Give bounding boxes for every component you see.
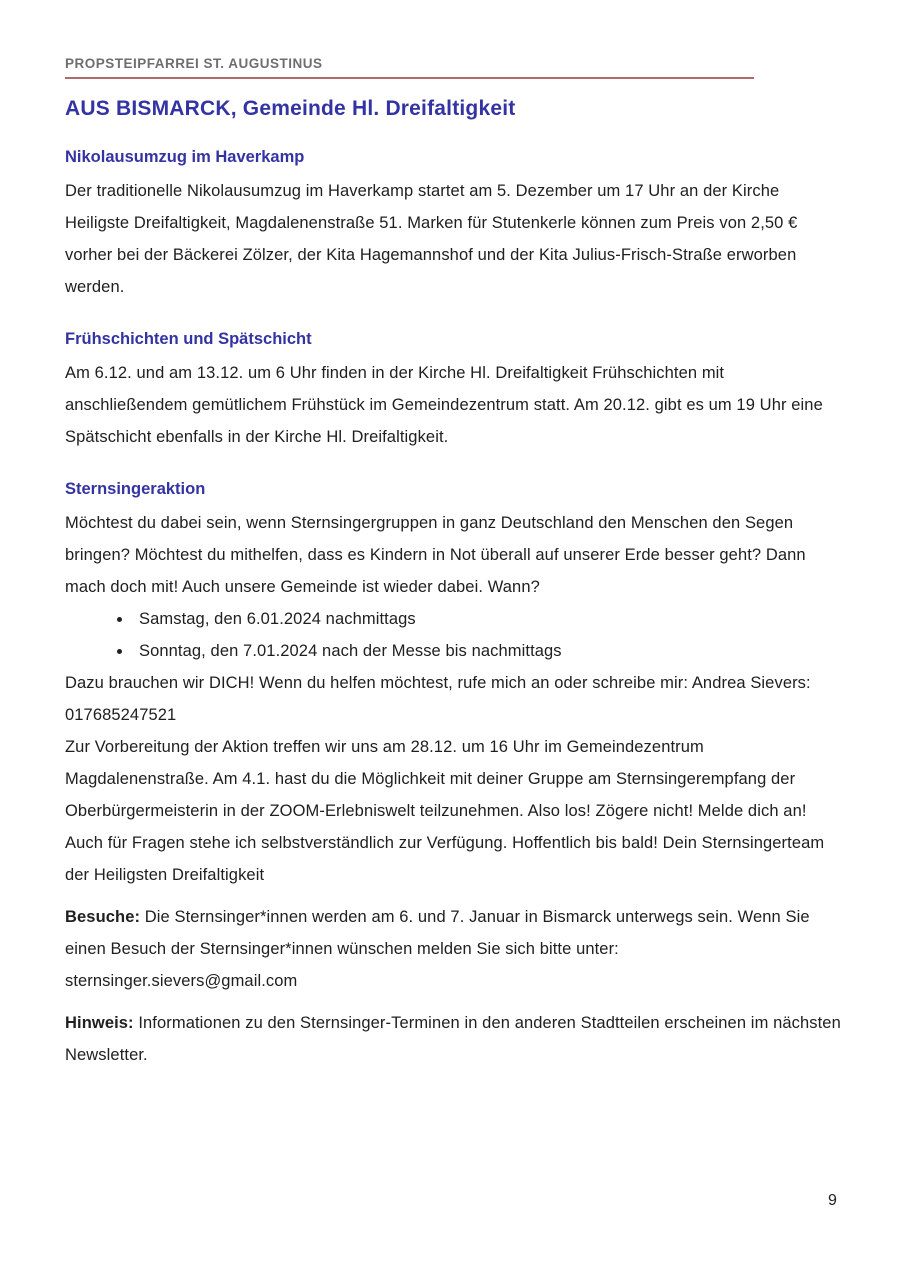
page-number: 9 xyxy=(828,1192,837,1209)
section-paragraph: Dazu brauchen wir DICH! Wenn du helfen möchtest, rufe mich an oder schreibe mir: Andrea Sievers: 017685247521 xyxy=(65,674,811,724)
note-text: Informationen zu den Sternsinger-Terminen in den anderen Stadtteilen erscheinen im nächsten Newsletter. xyxy=(65,1014,841,1064)
section-heading-fruehschichten: Frühschichten und Spätschicht xyxy=(65,330,312,348)
note-label: Hinweis: xyxy=(65,1014,134,1032)
page-content xyxy=(65,56,846,1071)
section-paragraph: Zur Vorbereitung der Aktion treffen wir uns am 28.12. um 16 Uhr im Gemeindezentrum Magdalenenstraße. Am 4.1. hast du die Möglichkeit mit deiner Gruppe am Sternsingerempfang der Oberbürgermeisterin in der ZOOM-Erlebniswelt teilzunehmen. Also los! Zögere nicht! Melde dich an! Auch für Fragen stehe ich selbstverständlich zur Verfügung. Hoffentlich bis bald! Dein Sternsingerteam der Heiligsten Dreifaltigkeit xyxy=(65,738,825,884)
section-paragraph: Der traditionelle Nikolausumzug im Haverkamp startet am 5. Dezember um 17 Uhr an der Kirche Heiligste Dreifaltigkeit, Magdalenenstraße 51. Marken für Stutenkerle können zum Preis von 2,50 € vorher bei der Bäckerei Zölzer, der Kita Hagemannshof und der Kita Julius-Frisch-Straße erworben werden. xyxy=(65,182,798,296)
section-paragraph: Möchtest du dabei sein, wenn Sternsingergruppen in ganz Deutschland den Menschen den Segen bringen? Möchtest du mithelfen, dass es Kindern in Not überall auf unserer Erde besser geht? Dann mach doch mit! Auch unsere Gemeinde ist wieder dabei. Wann? xyxy=(65,514,806,596)
header-title: PROPSTEIPFARREI ST. AUGUSTINUS xyxy=(65,56,323,71)
section-heading-sternsingeraktion: Sternsingeraktion xyxy=(65,480,206,498)
header-rule xyxy=(65,77,754,79)
section-heading-nikolausumzug: Nikolausumzug im Haverkamp xyxy=(65,148,305,166)
section-paragraph: Am 6.12. und am 13.12. um 6 Uhr finden in der Kirche Hl. Dreifaltigkeit Frühschichten mit anschließendem gemütlichem Frühstück im Gemeindezentrum statt. Am 20.12. gibt es um 19 Uhr eine Spätschicht ebenfalls in der Kirche Hl. Dreifaltigkeit. xyxy=(65,364,823,446)
bullet-item: • Sonntag, den 7.01.2024 nach der Messe bis nachmittags xyxy=(133,635,846,667)
note-text: Die Sternsinger*innen werden am 6. und 7. Januar in Bismarck unterwegs sein. Wenn Sie einen Besuch der Sternsinger*innen wünschen melden Sie sich bitte unter: sternsinger.sievers@gmail.com xyxy=(65,908,810,990)
note-paragraph-hinweis xyxy=(65,1007,846,1071)
page-header xyxy=(65,56,846,79)
date-bullet-list xyxy=(65,603,846,667)
document-title: AUS BISMARCK, Gemeinde Hl. Dreifaltigkeit xyxy=(65,97,516,120)
note-label: Besuche: xyxy=(65,908,141,926)
note-paragraph-besuche xyxy=(65,901,846,997)
bullet-item: • Samstag, den 6.01.2024 nachmittags xyxy=(133,603,846,635)
